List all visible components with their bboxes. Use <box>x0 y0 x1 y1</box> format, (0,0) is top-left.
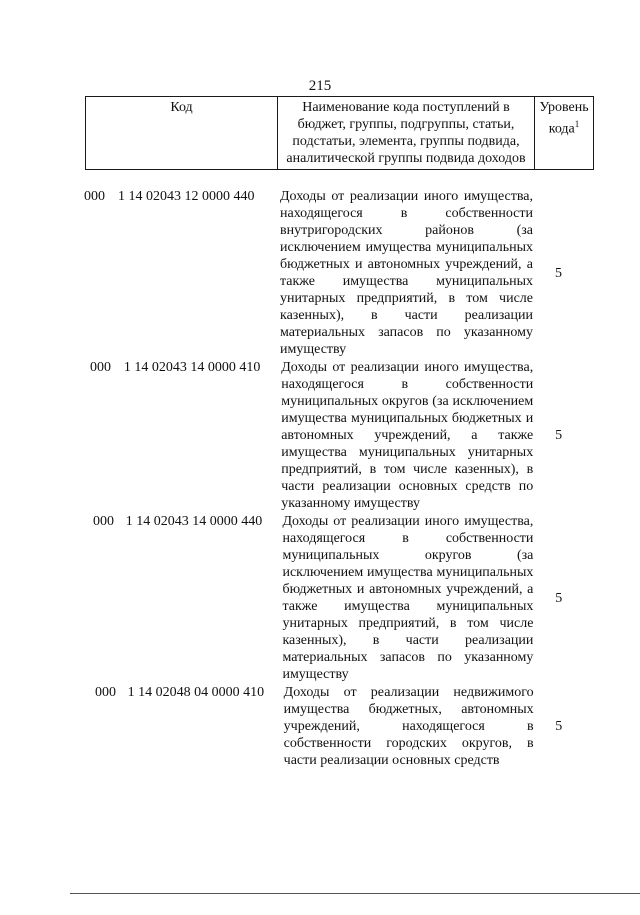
footnote-marker: 1 <box>574 119 580 129</box>
revenue-code: 1 14 02043 14 0000 440 <box>125 514 263 529</box>
code-level: 5 <box>555 719 563 734</box>
revenue-name: Доходы от реализации иного имущества, находящегося в собственности внутригородских районов (за исключением имущества муниципальных бюджетных и автономных учреждений, а также имущества муниципальных унитарных предприятий, в том числе казенных), в части реализации материальных запасов по указанному имуществу <box>280 189 533 357</box>
code-level: 5 <box>555 590 563 606</box>
admin-code: 000 <box>93 514 114 529</box>
code-level: 5 <box>555 428 563 443</box>
admin-code: 000 <box>84 189 105 204</box>
revenue-code: 1 14 02043 14 0000 410 <box>123 360 261 375</box>
header-level <box>535 97 594 170</box>
table-header <box>85 96 594 170</box>
page-number: 215 <box>308 78 332 94</box>
code-level: 5 <box>555 265 562 281</box>
header-name: Наименование кода поступлений в бюджет, группы, подгруппы, статьи, подстатьи, элемента, группы подвида, аналитической группы подвида доходов <box>278 97 535 170</box>
table-row <box>84 684 584 769</box>
revenue-name: Доходы от реализации недвижимого имущества бюджетных, автономных учреждений, находящегося в собственности городских округов, в части реализации основных средств <box>283 685 534 768</box>
revenue-name: Доходы от реализации иного имущества, находящегося в собственности муниципальных округов (за исключением имущества муниципальных бюджетных и автономных учреждений, а также имущества муниципальных унитарных предприятий, в том числе казенных), в части реализации материальных запасов по указанному имуществу <box>282 514 534 682</box>
table-row <box>84 188 584 358</box>
table-row <box>84 359 584 512</box>
scan-edge-line <box>70 893 640 894</box>
table-row <box>84 513 584 683</box>
revenue-code: 1 14 02048 04 0000 410 <box>127 685 265 700</box>
revenue-code: 1 14 02043 12 0000 440 <box>118 189 255 204</box>
revenue-code-list <box>84 188 584 770</box>
revenue-name: Доходы от реализации иного имущества, находящегося в собственности муниципальных округов (за исключением имущества муниципальных бюджетных и автономных учреждений, а также имущества муниципальных унитарных предприятий, в том числе казенных), в части реализации основных средств по указанному имуществу <box>281 360 534 511</box>
header-level-label: Уровень кода <box>539 100 589 137</box>
header-code: Код <box>86 97 278 170</box>
admin-code: 000 <box>95 685 116 700</box>
admin-code: 000 <box>90 360 111 375</box>
